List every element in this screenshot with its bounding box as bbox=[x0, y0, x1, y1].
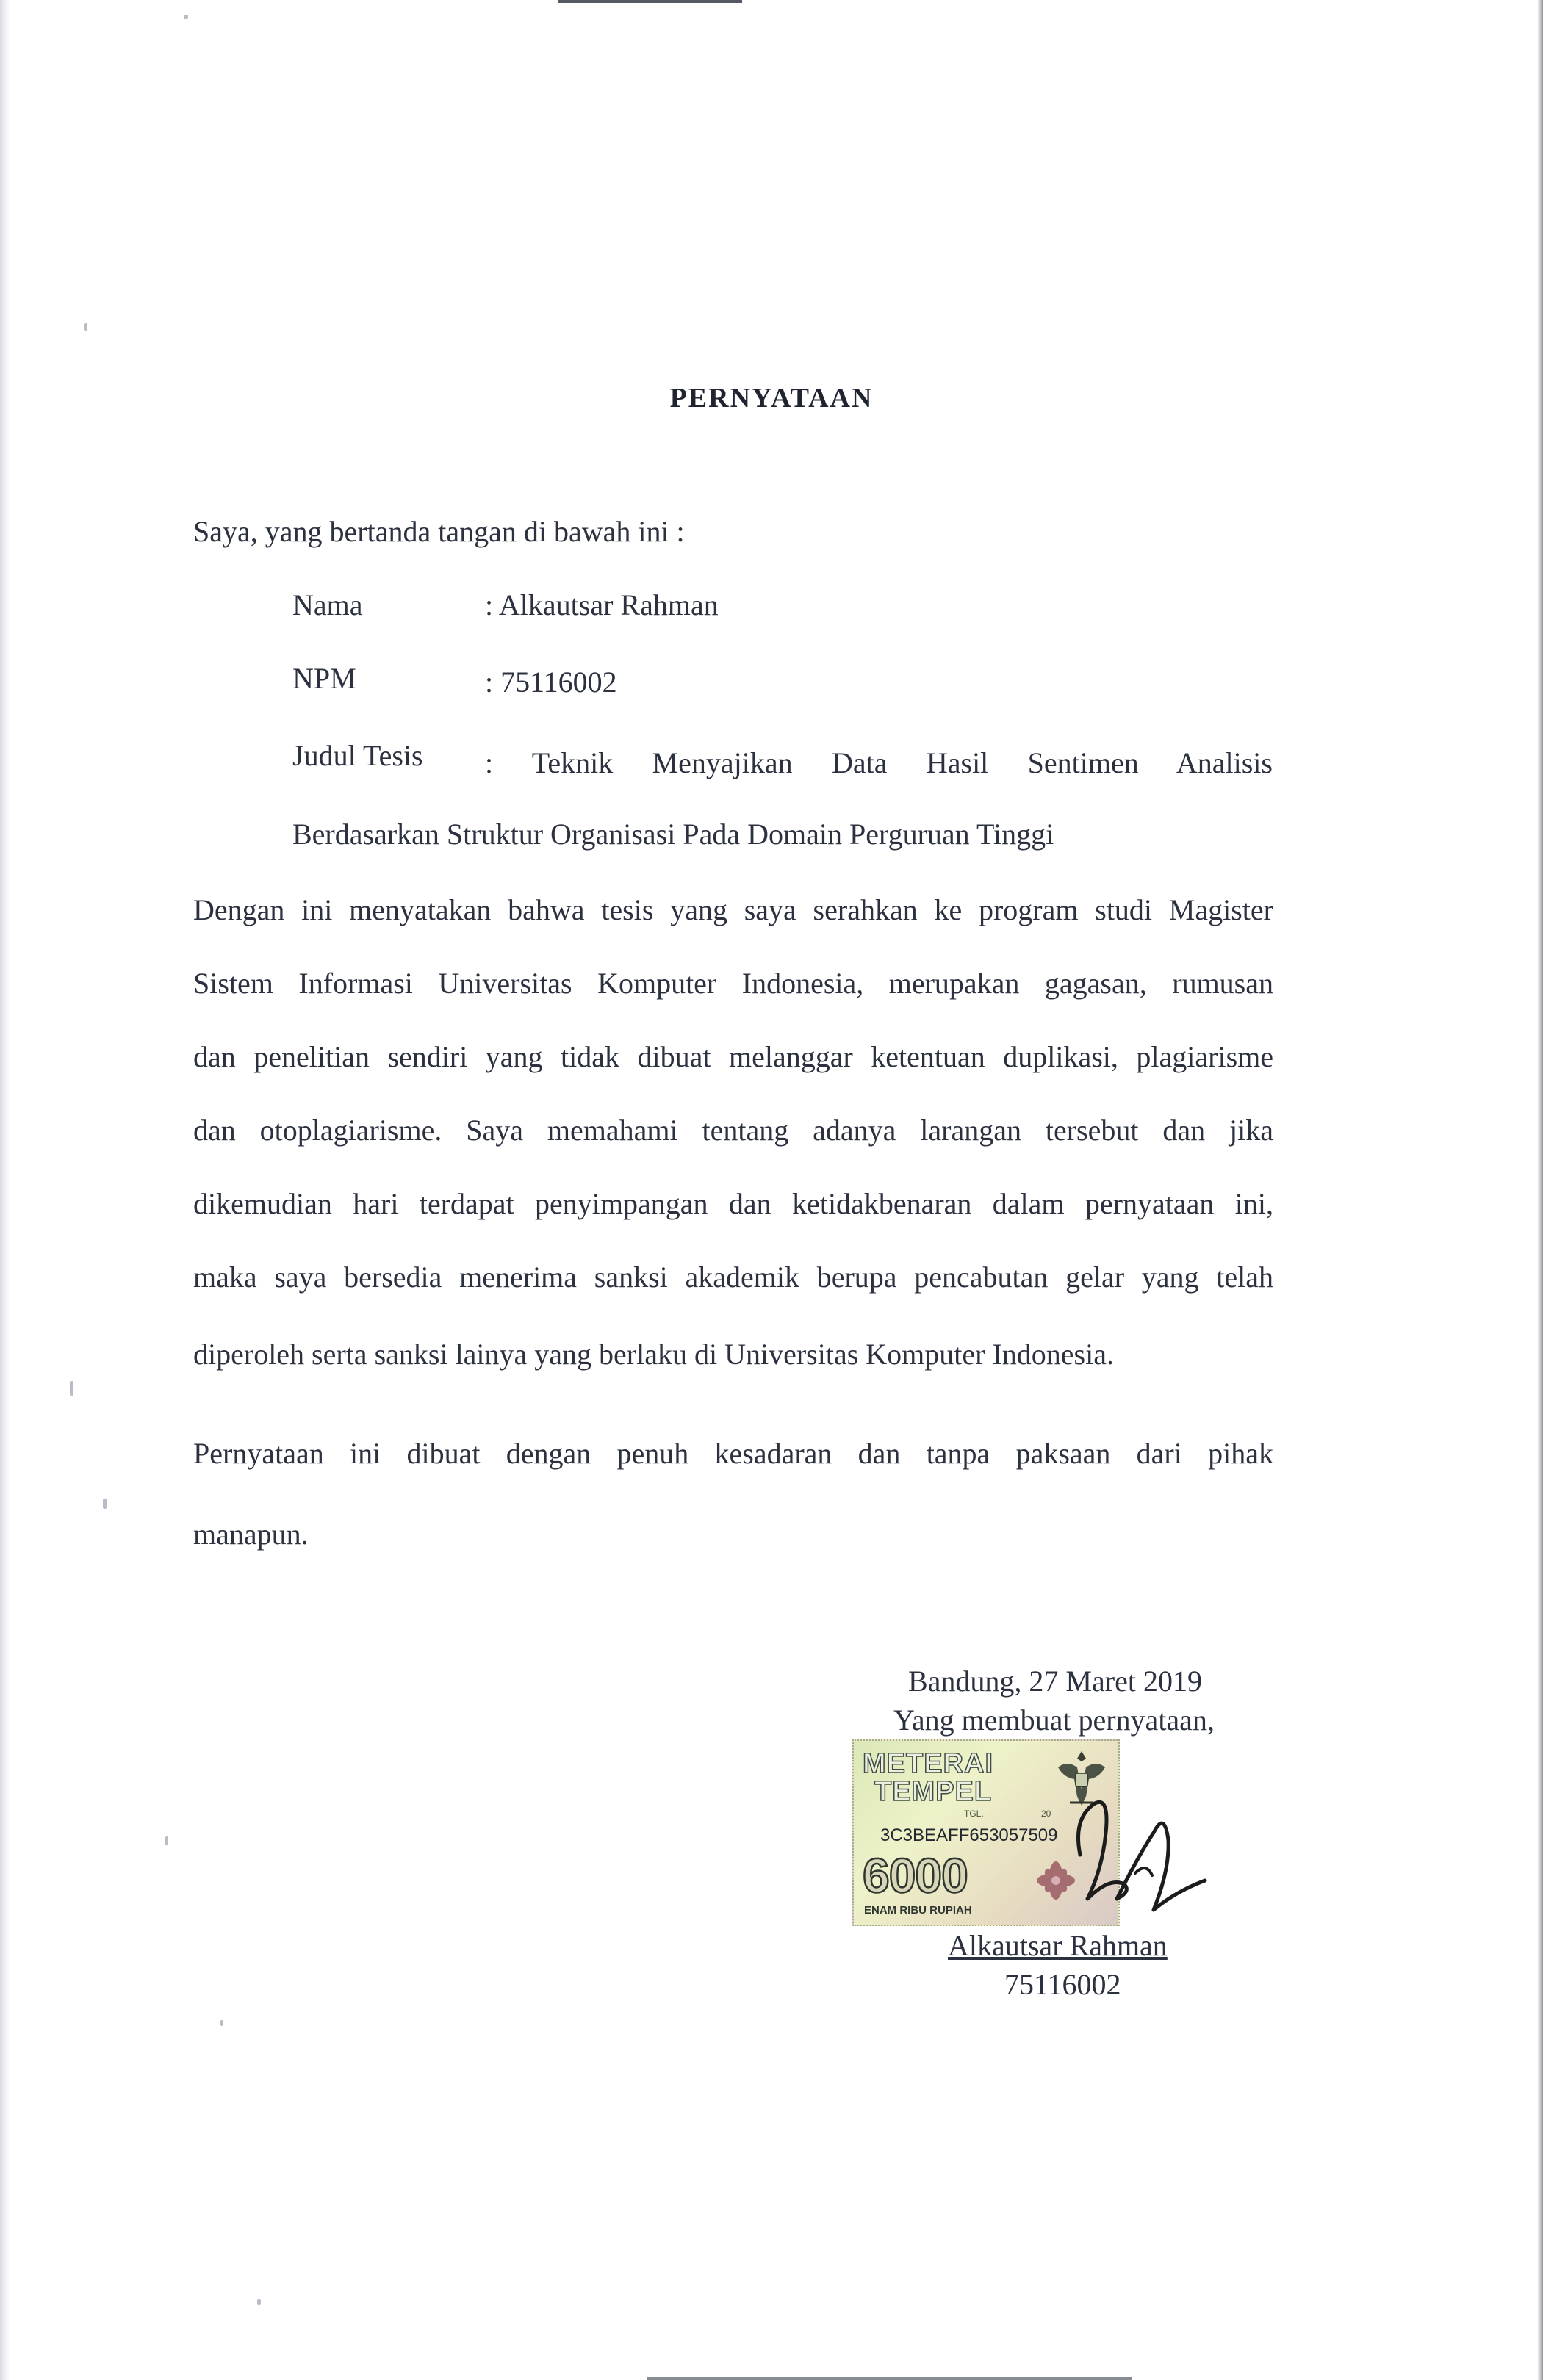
handwritten-signature bbox=[1065, 1789, 1212, 1917]
signature-place-date: Bandung, 27 Maret 2019 bbox=[908, 1665, 1202, 1698]
scan-speck bbox=[220, 2020, 223, 2026]
paragraph-line: dan penelitian sendiri yang tidak dibuat melanggar ketentuan duplikasi, plagiarisme bbox=[193, 1040, 1273, 1073]
stamp-value-words: ENAM RIBU RUPIAH bbox=[864, 1904, 972, 1916]
page-title: PERNYATAAN bbox=[669, 383, 874, 414]
stamp-value: 6000 bbox=[863, 1848, 968, 1903]
stamp-year-label: 20 bbox=[1041, 1809, 1051, 1819]
npm-label: NPM bbox=[292, 662, 356, 695]
paragraph-line: manapun. bbox=[193, 1518, 309, 1551]
judul-label: Judul Tesis bbox=[292, 739, 423, 772]
stamp-meterai-text: METERAI bbox=[863, 1748, 993, 1779]
signer-name: Alkautsar Rahman bbox=[948, 1929, 1168, 1962]
intro-text: Saya, yang bertanda tangan di bawah ini : bbox=[193, 515, 685, 548]
name-value: : Alkautsar Rahman bbox=[485, 588, 719, 621]
stamp-date-label: TGL. bbox=[964, 1809, 984, 1819]
judul-value-line1: : Teknik Menyajikan Data Hasil Sentimen Analisis bbox=[485, 746, 1273, 779]
stamp-tempel-text: TEMPEL bbox=[874, 1776, 993, 1807]
paragraph-line: Pernyataan ini dibuat dengan penuh kesadaran dan tanpa paksaan dari pihak bbox=[193, 1437, 1273, 1470]
scan-speck bbox=[103, 1499, 107, 1509]
paragraph-line: diperoleh serta sanksi lainya yang berlaku di Universitas Komputer Indonesia. bbox=[193, 1338, 1114, 1371]
page-edge-shadow-right bbox=[1537, 0, 1543, 2380]
scan-speck bbox=[165, 1836, 168, 1845]
scan-speck bbox=[70, 1381, 73, 1396]
paragraph-line: maka saya bersedia menerima sanksi akademik berupa pencabutan gelar yang telah bbox=[193, 1261, 1273, 1294]
judul-value-line2: Berdasarkan Struktur Organisasi Pada Domain Perguruan Tinggi bbox=[292, 818, 1054, 851]
scan-bottom-mark bbox=[647, 2377, 1132, 2380]
paragraph-line: dikemudian hari terdapat penyimpangan dan ketidakbenaran dalam pernyataan ini, bbox=[193, 1187, 1273, 1220]
signature-maker-label: Yang membuat pernyataan, bbox=[893, 1703, 1215, 1737]
scan-speck bbox=[257, 2299, 261, 2305]
scan-speck bbox=[84, 323, 87, 331]
scan-top-mark bbox=[558, 0, 742, 3]
paragraph-line: Sistem Informasi Universitas Komputer Indonesia, merupakan gagasan, rumusan bbox=[193, 967, 1273, 1000]
name-label: Nama bbox=[292, 588, 363, 621]
paragraph-line: Dengan ini menyatakan bahwa tesis yang saya serahkan ke program studi Magister bbox=[193, 893, 1273, 926]
stamp-serial-number: 3C3BEAFF653057509 bbox=[880, 1825, 1058, 1845]
paragraph-line: dan otoplagiarisme. Saya memahami tentang adanya larangan tersebut dan jika bbox=[193, 1114, 1273, 1147]
signer-npm: 75116002 bbox=[1004, 1968, 1121, 2001]
scan-speck bbox=[184, 15, 188, 19]
npm-value: : 75116002 bbox=[485, 666, 617, 699]
page-edge-shadow-left bbox=[0, 0, 10, 2380]
